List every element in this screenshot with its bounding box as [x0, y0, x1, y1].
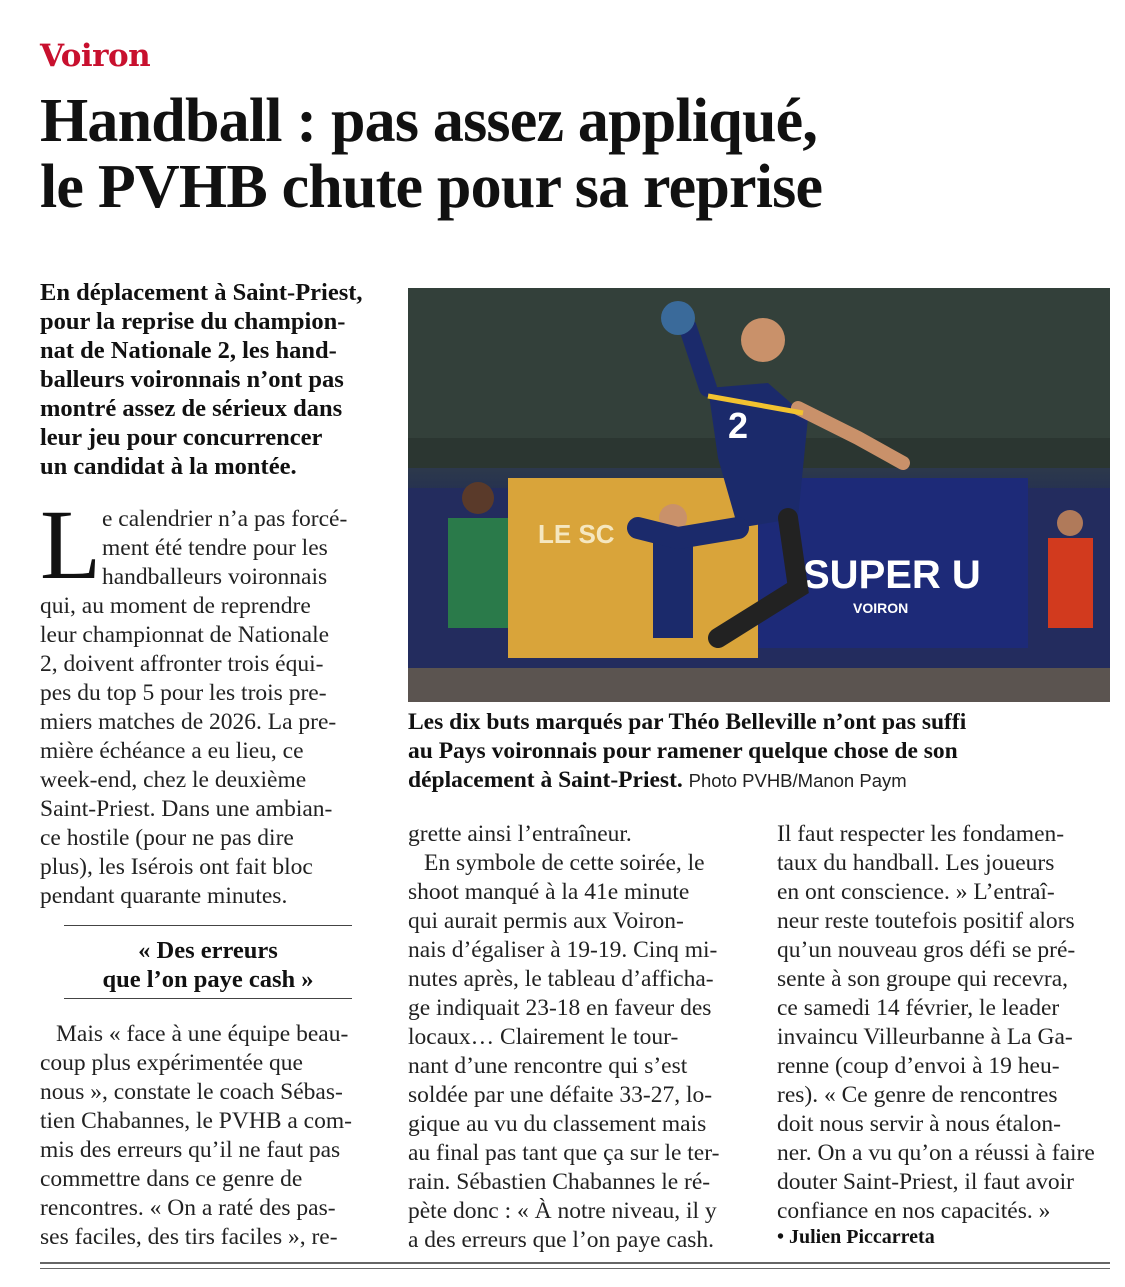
body-line: rain. Sébastien Chabannes le ré- [408, 1169, 711, 1195]
body-line: Il faut respecter les fondamen- [777, 821, 1065, 847]
lead-line: pour la reprise du champion- [40, 308, 346, 335]
body-line: pète donc : « À notre niveau, il y [408, 1198, 717, 1224]
body-line: e calendrier n’a pas forcé- [102, 506, 348, 532]
body-line: ce samedi 14 février, le leader [777, 995, 1060, 1021]
body-line: gique au vu du classement mais [408, 1111, 707, 1137]
lead-line: un candidat à la montée. [40, 453, 297, 480]
lead-line: montré assez de sérieux dans [40, 395, 343, 422]
banner-text-2: SUPER U [803, 553, 981, 597]
intertitle-rule-top [64, 925, 352, 926]
intertitle-rule-bottom [64, 998, 352, 999]
body-line: res). « Ce genre de rencontres [777, 1082, 1058, 1108]
body-line: soldée par une défaite 33-27, lo- [408, 1082, 713, 1108]
body-line: rencontres. « On a raté des pas- [40, 1195, 336, 1221]
body-line: locaux… Clairement le tour- [408, 1024, 679, 1050]
body-line: 2, doivent affronter trois équi- [40, 651, 324, 677]
body-line: a des erreurs que l’on paye cash. [408, 1227, 715, 1253]
body-line: week-end, chez le deuxième [40, 767, 307, 793]
body-column-1-top [40, 505, 380, 911]
body-line: shoot manqué à la 41e minute [408, 879, 690, 905]
body-line: ses faciles, des tirs faciles », re- [40, 1224, 338, 1250]
lead-line: En déplacement à Saint-Priest, [40, 279, 363, 306]
body-line: tien Chabannes, le PVHB a com- [40, 1108, 352, 1134]
caption-line [408, 766, 1118, 795]
section-rubric: Voiron [40, 38, 151, 74]
caption-line: Les dix buts marqués par Théo Belleville n’ont pas suffi [408, 709, 967, 735]
body-line: qui aurait permis aux Voiron- [408, 908, 684, 934]
headline [40, 88, 1100, 220]
body-line: Mais « face à une équipe beau- [56, 1021, 349, 1047]
photo-caption [408, 708, 1118, 795]
body-line: doit nous servir à nous étalon- [777, 1111, 1061, 1137]
body-column-3 [777, 820, 1112, 1226]
body-line: sente à son groupe qui recevra, [777, 966, 1069, 992]
intertitle-line: « Des erreurs [138, 937, 278, 964]
body-line: en ont conscience. » L’entraî- [777, 879, 1055, 905]
jersey-number: 2 [728, 405, 749, 446]
intertitle-line: que l’on paye cash » [102, 966, 314, 993]
body-line: douter Saint-Priest, il faut avoir [777, 1169, 1074, 1195]
body-line: au final pas tant que ça sur le ter- [408, 1140, 720, 1166]
body-line: nant d’une rencontre qui s’est [408, 1053, 688, 1079]
body-line: pendant quarante minutes. [40, 883, 288, 909]
intertitle [64, 936, 352, 994]
caption-line: au Pays voironnais pour ramener quelque chose de son [408, 738, 958, 764]
body-line: plus), les Isérois ont fait bloc [40, 854, 313, 880]
drop-cap: L [40, 489, 102, 600]
body-line: ner. On a vu qu’on a réussi à faire [777, 1140, 1095, 1166]
lead-line: leur jeu pour concurrencer [40, 424, 323, 451]
body-line: leur championnat de Nationale [40, 622, 330, 648]
body-line: miers matches de 2026. La pre- [40, 709, 337, 735]
body-line: qu’un nouveau gros défi se pré- [777, 937, 1076, 963]
body-column-2 [408, 820, 753, 1255]
body-line: mière échéance a eu lieu, ce [40, 738, 304, 764]
body-line: renne (coup d’envoi à 19 heu- [777, 1053, 1060, 1079]
handball-photo-illustration [408, 288, 1110, 702]
body-line: nais d’égaliser à 19-19. Cinq mi- [408, 937, 718, 963]
body-column-1-bottom [40, 1020, 380, 1252]
banner-text-1: LE SC [538, 519, 615, 549]
body-line: ment été tendre pour les [102, 535, 328, 561]
body-line: coup plus expérimentée que [40, 1050, 303, 1076]
body-line: Saint-Priest. Dans une ambian- [40, 796, 333, 822]
headline-line: le PVHB chute pour sa reprise [40, 153, 823, 221]
lead-line: balleurs voironnais n’ont pas [40, 366, 344, 393]
body-line: taux du handball. Les joueurs [777, 850, 1055, 876]
body-line: commettre dans ce genre de [40, 1166, 303, 1192]
caption-bold: déplacement à Saint-Priest. [408, 767, 683, 793]
body-line: invaincu Villeurbanne à La Ga- [777, 1024, 1073, 1050]
author-byline: • Julien Piccarreta [777, 1226, 935, 1248]
headline-line: Handball : pas assez appliqué, [40, 87, 818, 155]
article-photo [408, 288, 1110, 702]
body-line: grette ainsi l’entraîneur. [408, 821, 632, 847]
body-line: ce hostile (pour ne pas dire [40, 825, 294, 851]
lead-line: nat de Nationale 2, les hand- [40, 337, 337, 364]
bottom-rule [40, 1262, 1110, 1264]
bottom-rule-thin [40, 1268, 1110, 1269]
body-line: nutes après, le tableau d’afficha- [408, 966, 714, 992]
body-line: handballeurs voironnais [102, 564, 328, 590]
body-line: confiance en nos capacités. » [777, 1198, 1051, 1224]
photo-credit: Photo PVHB/Manon Paym [688, 770, 907, 791]
body-line: pes du top 5 pour les trois pre- [40, 680, 327, 706]
body-line: neur reste toutefois positif alors [777, 908, 1075, 934]
body-line: nous », constate le coach Sébas- [40, 1079, 343, 1105]
body-line: ge indiquait 23-18 en faveur des [408, 995, 712, 1021]
body-line: mis des erreurs qu’il ne faut pas [40, 1137, 341, 1163]
banner-text-3: VOIRON [853, 600, 909, 616]
body-line: qui, au moment de reprendre [40, 593, 311, 619]
lead-paragraph [40, 278, 385, 481]
body-line: En symbole de cette soirée, le [424, 850, 705, 876]
